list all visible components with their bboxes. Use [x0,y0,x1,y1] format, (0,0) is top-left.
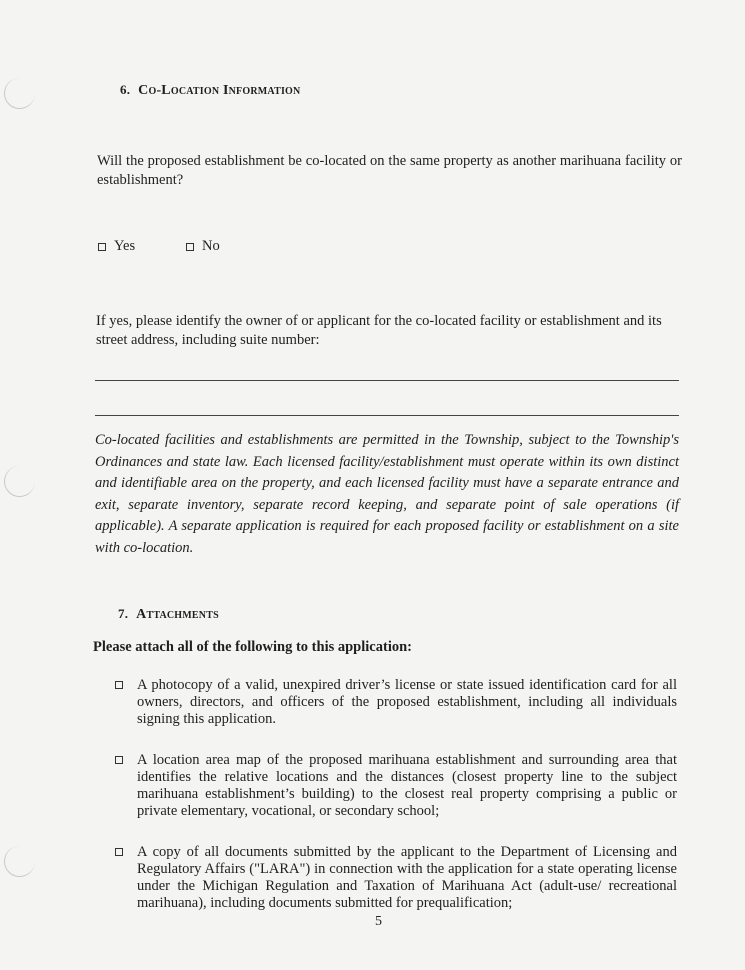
answer-line-1[interactable] [95,380,679,381]
no-option[interactable] [186,238,220,255]
attachment-checkbox[interactable] [115,756,123,764]
page-number: 5 [375,914,382,929]
yes-checkbox[interactable] [98,243,106,251]
punch-hole-mark [4,466,35,497]
attach-instruction: Please attach all of the following to this application: [93,639,412,655]
attachment-text: A location area map of the proposed marihuana establishment and surrounding area that identifies the relative locations and the distances (closest property line to the subject marihuana establishment’s building) to the closest real property comprising a public or private elementary, vocational, or secondary school; [137,752,677,819]
attachment-item [137,844,677,912]
attachment-text: A photocopy of a valid, unexpired driver’s license or state issued identification card for all owners, directors, and officers of the proposed establishment, including all individuals signing this application. [137,677,677,727]
co-location-notice: Co-located facilities and establishments are permitted in the Township, subject to the Township's Ordinances and state law. Each licensed facility/establishment must operate within its own distinct and identifiable area on the property, and each licensed facility must have a separate entrance and exit, separate inventory, separate record keeping, and separate point of sale operations (if applicable). A separate application is required for each proposed facility or establishment on a site with co-location. [95,432,679,556]
section-7-heading [118,606,219,623]
answer-line-2[interactable] [95,415,679,416]
section-7-number: 7. [118,606,129,621]
section-6-number: 6. [120,82,131,97]
punch-hole-mark [4,78,35,109]
yes-label: Yes [114,238,136,254]
section-7-title: Attachments [136,607,219,622]
punch-hole-mark [4,846,35,877]
yes-option[interactable] [98,238,135,255]
no-label: No [202,238,220,254]
attachment-checkbox[interactable] [115,681,123,689]
section-6-title: Co-Location Information [138,83,301,98]
attachment-item [137,677,677,728]
attachment-checkbox[interactable] [115,848,123,856]
if-yes-prompt: If yes, please identify the owner of or applicant for the co-located facility or establishment and its street address, including suite number: [96,313,662,348]
co-location-question: Will the proposed establishment be co-located on the same property as another marihuana facility or establishment? [97,153,682,188]
attachment-item [137,752,677,820]
no-checkbox[interactable] [186,243,194,251]
attachment-text: A copy of all documents submitted by the applicant to the Department of Licensing and Regulatory Affairs ("LARA") in connection with the application for a state operating license under the Michigan Regulation and Taxation of Marihuana Act (adult-use/ recreational marihuana), including documents submitted for prequalification; [137,844,677,911]
section-6-heading [120,82,300,99]
